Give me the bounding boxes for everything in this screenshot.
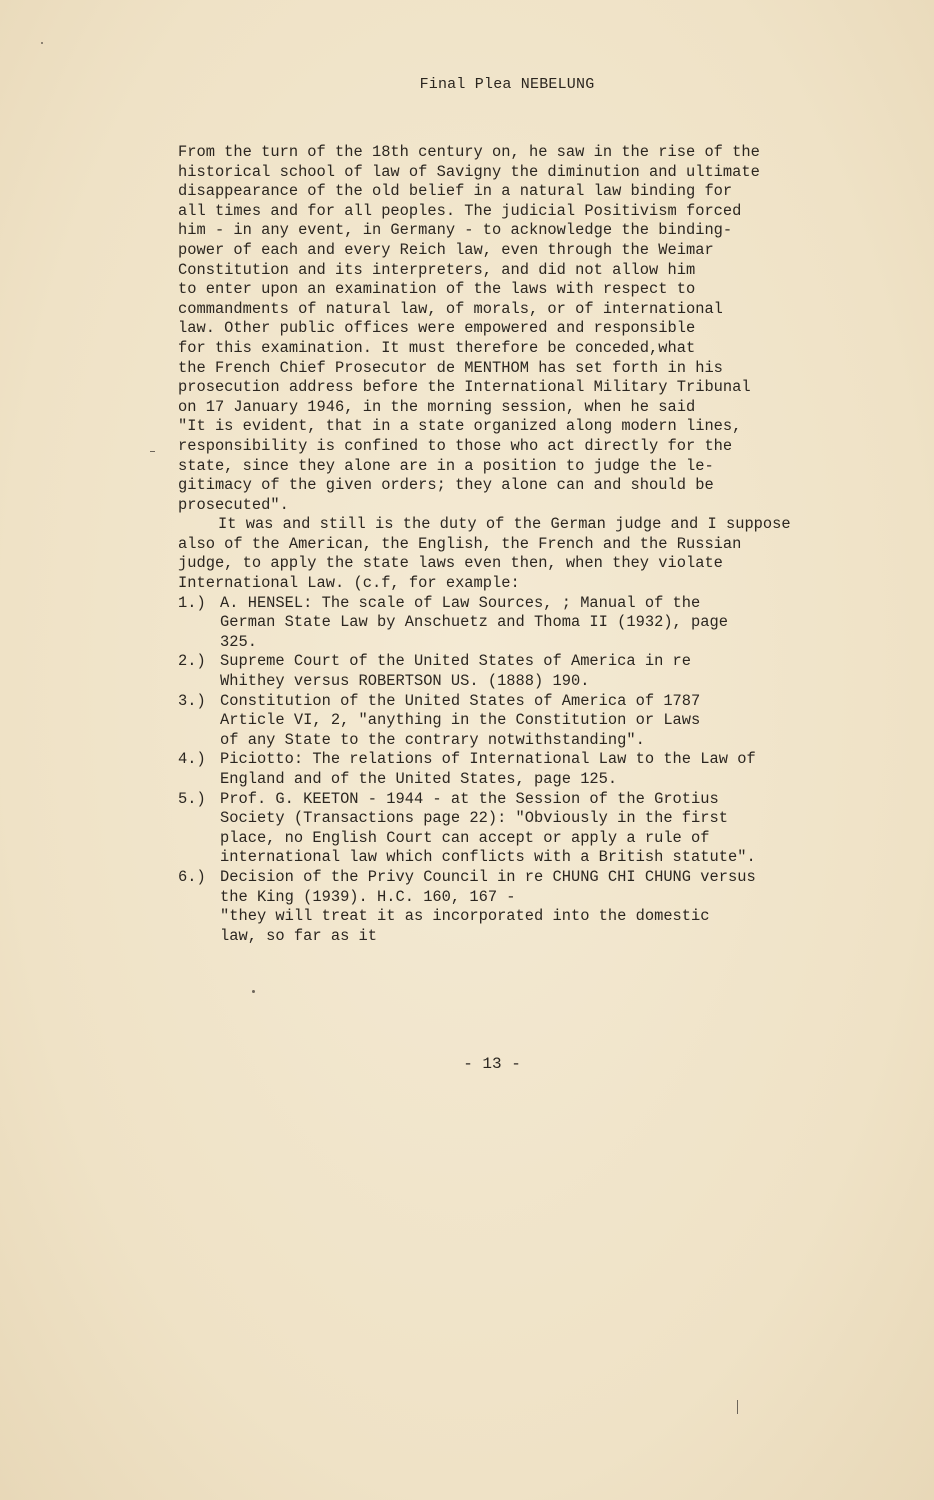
- list-item: [178, 868, 818, 946]
- text-line: judge, to apply the state laws even then, when they violate: [178, 554, 723, 573]
- paper-speck: [252, 990, 255, 993]
- text-line: "It is evident, that in a state organized along modern lines,: [178, 417, 742, 436]
- text-line: historical school of law of Savigny the diminution and ultimate: [178, 162, 760, 181]
- text-line: Whithey versus ROBERTSON US. (1888) 190.: [220, 672, 590, 691]
- text-line: Supreme Court of the United States of America in re: [220, 652, 692, 671]
- page-header: Final Plea NEBELUNG: [419, 76, 595, 93]
- text-line: international law which conflicts with a British statute".: [220, 848, 756, 867]
- text-line: prosecuted".: [178, 495, 289, 514]
- list-item: [178, 692, 818, 751]
- text-line: on 17 January 1946, in the morning session, when he said: [178, 397, 696, 416]
- text-line: Piciotto: The relations of International Law to the Law of: [220, 750, 756, 769]
- text-line: law, so far as it: [220, 926, 378, 945]
- page-number: - 13 -: [463, 1055, 521, 1073]
- text-line: Prof. G. KEETON - 1944 - at the Session of the Grotius: [220, 789, 719, 808]
- item-number: 6.): [178, 867, 206, 886]
- item-number: 5.): [178, 789, 206, 808]
- list-item: [178, 652, 818, 691]
- paper-speck: [737, 1400, 738, 1414]
- list-item: [178, 594, 818, 653]
- text-line: gitimacy of the given orders; they alone can and should be: [178, 476, 714, 495]
- text-line: Article VI, 2, "anything in the Constitution or Laws: [220, 711, 701, 730]
- text-line: commandments of natural law, of morals, or of international: [178, 299, 723, 318]
- list-item: [178, 790, 818, 868]
- item-number: 1.): [178, 593, 206, 612]
- text-line: It was and still is the duty of the German judge and I suppose: [218, 515, 791, 534]
- text-line: Society (Transactions page 22): "Obviously in the first: [220, 809, 728, 828]
- text-line: Decision of the Privy Council in re CHUNG CHI CHUNG versus: [220, 867, 756, 886]
- text-line: also of the American, the English, the French and the Russian: [178, 534, 742, 553]
- list-item: [178, 750, 818, 789]
- text-line: power of each and every Reich law, even through the Weimar: [178, 240, 714, 259]
- text-line: for this examination. It must therefore be conceded,what: [178, 338, 696, 357]
- text-line: Constitution and its interpreters, and did not allow him: [178, 260, 696, 279]
- item-number: 4.): [178, 750, 206, 769]
- text-line: International Law. (c.f, for example:: [178, 574, 520, 593]
- paper-speck: [41, 42, 43, 44]
- text-line: place, no English Court can accept or apply a rule of: [220, 828, 710, 847]
- text-line: to enter upon an examination of the laws with respect to: [178, 280, 696, 299]
- paper-speck: [150, 451, 155, 452]
- document-body: [178, 143, 818, 946]
- text-line: Constitution of the United States of America of 1787: [220, 691, 701, 710]
- text-line: "they will treat it as incorporated into the domestic: [220, 907, 710, 926]
- text-line: the French Chief Prosecutor de MENTHOM has set forth in his: [178, 358, 723, 377]
- text-line: state, since they alone are in a position to judge the le-: [178, 456, 714, 475]
- item-number: 2.): [178, 652, 206, 671]
- text-line: of any State to the contrary notwithstanding".: [220, 730, 645, 749]
- text-line: prosecution address before the International Military Tribunal: [178, 378, 751, 397]
- text-line: A. HENSEL: The scale of Law Sources, ; Manual of the: [220, 593, 701, 612]
- text-line: England and of the United States, page 125.: [220, 770, 618, 788]
- text-line: law. Other public offices were empowered and responsible: [178, 319, 696, 338]
- text-line: all times and for all peoples. The judicial Positivism forced: [178, 201, 742, 220]
- text-line: German State Law by Anschuetz and Thoma II (1932), page: [220, 613, 728, 632]
- text-line: him - in any event, in Germany - to acknowledge the binding-: [178, 221, 733, 240]
- text-line: disappearance of the old belief in a natural law binding for: [178, 182, 733, 201]
- item-number: 3.): [178, 691, 206, 710]
- text-line: From the turn of the 18th century on, he saw in the rise of the: [178, 143, 760, 161]
- paragraph-2: [178, 515, 818, 593]
- text-line: 325.: [220, 632, 257, 651]
- text-line: the King (1939). H.C. 160, 167 -: [220, 887, 516, 906]
- text-line: responsibility is confined to those who act directly for the: [178, 436, 733, 455]
- citation-list: [178, 594, 818, 947]
- paragraph-1: [178, 143, 818, 515]
